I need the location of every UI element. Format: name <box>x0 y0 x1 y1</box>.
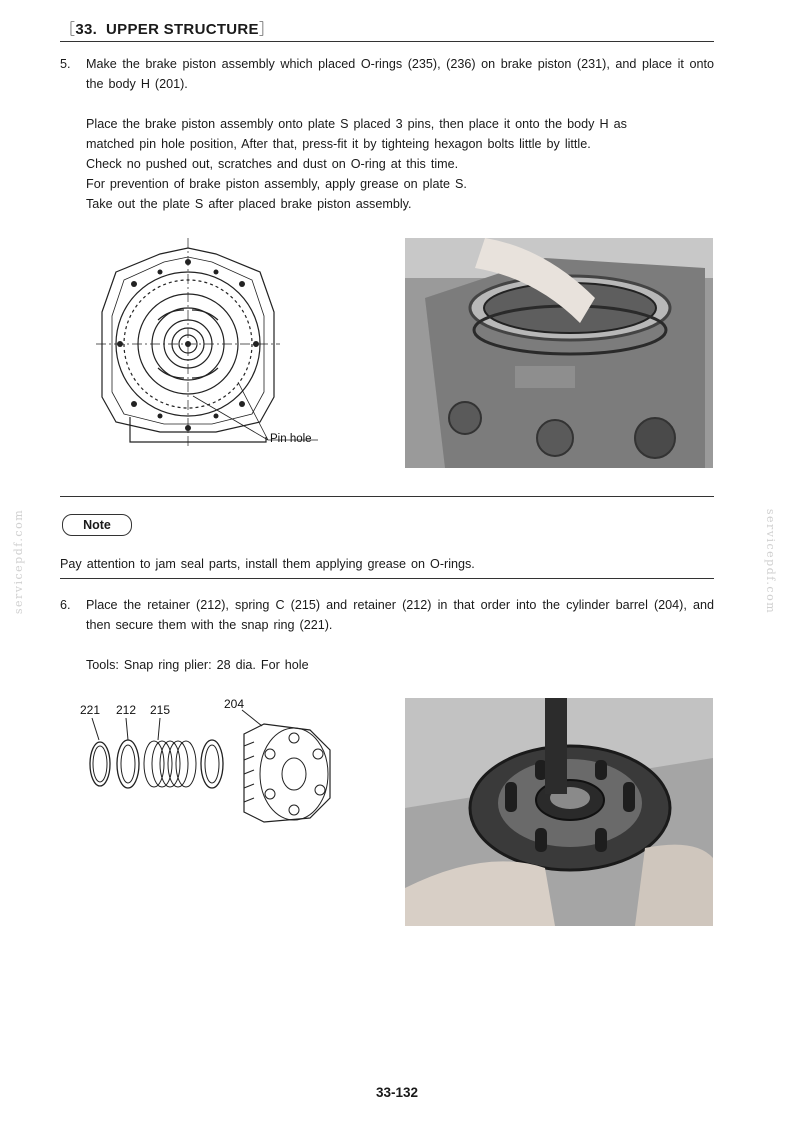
cylinder-barrel-photo-art <box>405 698 713 926</box>
part-label-212: 212 <box>116 703 137 717</box>
note-text: Pay attention to jam seal parts, install them applying grease on O-rings. <box>60 557 475 571</box>
part-label-215: 215 <box>150 703 171 717</box>
step-5 <box>60 54 714 94</box>
watermark-left: servicepdf.com <box>12 508 26 615</box>
part-label-221: 221 <box>80 703 101 717</box>
page-number: 33-132 <box>375 1085 419 1100</box>
step-6-text: Place the retainer (212), spring C (215) and retainer (212) in that order into the cylinder barrel (204), and then secure them with the snap ring (221). <box>86 598 714 632</box>
header-bracket-open: ［ <box>60 20 76 38</box>
part-label-204: 204 <box>224 697 245 711</box>
step-5-detail-line: matched pin hole position, After that, press-fit it by tighteing hexagon bolts little by little. <box>86 137 591 151</box>
brake-piston-photo <box>405 238 713 468</box>
note-tag: Note <box>62 514 132 536</box>
section-title: UPPER STRUCTURE <box>106 21 259 38</box>
section-number: 33. <box>75 21 98 38</box>
step-6-number: 6. <box>60 598 71 612</box>
step-5-detail-line: Check no pushed out, scratches and dust on O-ring at this time. <box>86 157 459 171</box>
step-5-detail-line: For prevention of brake piston assembly, apply grease on plate S. <box>86 177 467 191</box>
note-rule-bottom <box>60 578 714 579</box>
pin-hole-label: Pin hole <box>270 433 312 445</box>
note-text-block <box>60 554 688 574</box>
header-rule <box>60 41 714 42</box>
step-5-detail-line: Place the brake piston assembly onto plate S placed 3 pins, then place it onto the body H as <box>86 117 627 131</box>
cylinder-barrel-photo <box>405 698 713 926</box>
step-6-tools-block <box>86 655 714 675</box>
note-rule-top <box>60 496 714 497</box>
section-header <box>60 18 274 39</box>
step-6 <box>60 595 714 635</box>
step-5-number: 5. <box>60 57 71 71</box>
exploded-parts-diagram <box>74 694 344 826</box>
brake-piston-photo-art <box>405 238 713 468</box>
header-bracket-close: ］ <box>258 20 275 38</box>
step-6-tools: Tools: Snap ring plier: 28 dia. For hole <box>86 658 309 672</box>
step-5-details <box>86 114 714 214</box>
brake-housing-diagram <box>88 232 328 452</box>
step-5-detail-line: Take out the plate S after placed brake piston assembly. <box>86 197 412 211</box>
watermark-right: servicepdf.com <box>764 508 778 615</box>
step-5-text: Make the brake piston assembly which placed O-rings (235), (236) on brake piston (231), and place it onto the body H (201). <box>86 57 714 91</box>
